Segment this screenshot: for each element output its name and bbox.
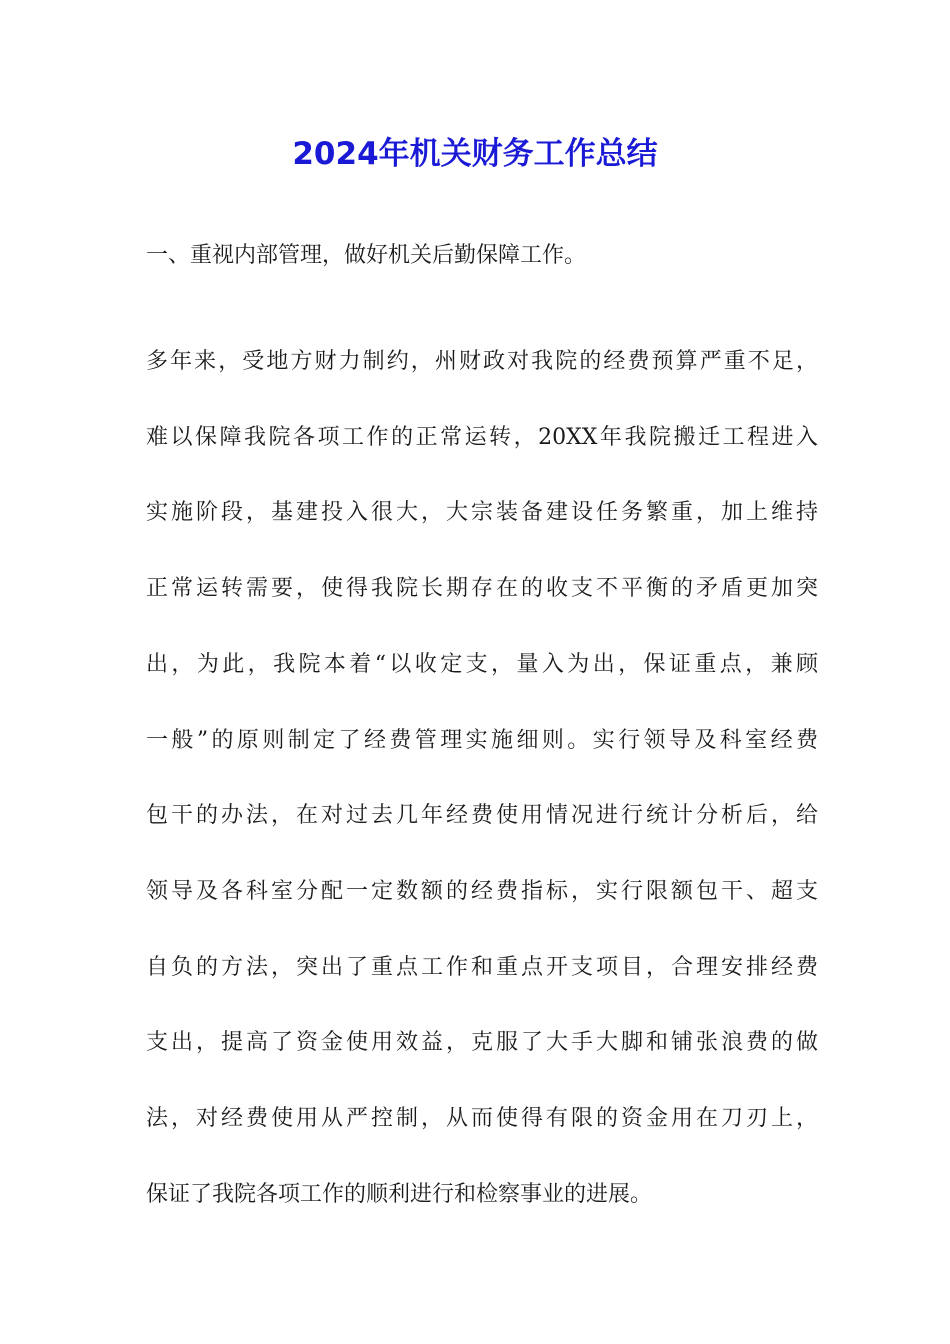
paragraph-line: 支出，提高了资金使用效益，克服了大手大脚和铺张浪费的做 — [146, 1030, 818, 1056]
section-heading: 一、重视内部管理，做好机关后勤保障工作。 — [146, 243, 587, 268]
paragraph-line: 正常运转需要，使得我院长期存在的收支不平衡的矛盾更加突 — [146, 576, 818, 602]
paragraph-line: 自负的方法，突出了重点工作和重点开支项目，合理安排经费 — [146, 954, 818, 980]
paragraph-line: 法，对经费使用从严控制，从而使得有限的资金用在刀刃上， — [146, 1106, 818, 1132]
paragraph-line: 包干的办法，在对过去几年经费使用情况进行统计分析后，给 — [146, 803, 818, 829]
document-title: 2024年机关财务工作总结 — [292, 136, 658, 172]
paragraph-line: 领导及各科室分配一定数额的经费指标，实行限额包干、超支 — [146, 878, 818, 904]
paragraph-line: 保证了我院各项工作的顺利进行和检察事业的进展。 — [146, 1181, 653, 1207]
paragraph-line: 难以保障我院各项工作的正常运转，20XX年我院搬迁工程进入 — [146, 424, 818, 450]
paragraph-line: 多年来，受地方财力制约，州财政对我院的经费预算严重不足， — [146, 349, 818, 374]
paragraph-line: 一般”的原则制定了经费管理实施细则。实行领导及科室经费 — [146, 727, 818, 753]
body-paragraph — [146, 324, 818, 1232]
paragraph-line: 实施阶段，基建投入很大，大宗装备建设任务繁重，加上维持 — [146, 500, 818, 526]
paragraph-line: 出，为此，我院本着“以收定支，量入为出，保证重点，兼顾 — [146, 651, 818, 677]
